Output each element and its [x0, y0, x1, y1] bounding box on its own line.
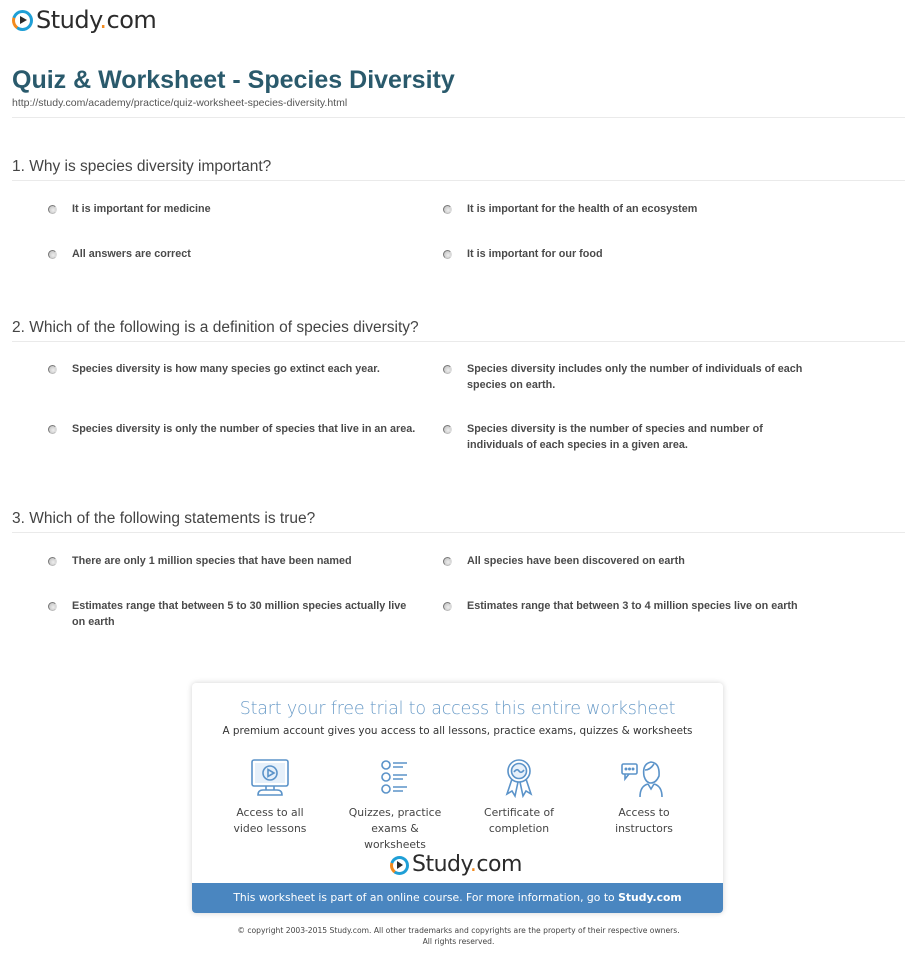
radio-button[interactable]: [443, 365, 452, 374]
play-logo-icon: [12, 10, 33, 31]
instructor-icon: [620, 758, 668, 798]
question-3: 3. Which of the following statements is true?: [12, 510, 316, 527]
radio-button[interactable]: [48, 602, 57, 611]
certificate-icon: [498, 758, 540, 798]
divider: [12, 180, 905, 181]
feature-label: Certificate of completion: [484, 806, 554, 835]
q1-option-b[interactable]: It is important for the health of an ecosystem: [443, 201, 812, 217]
q3-option-a[interactable]: There are only 1 million species that have been named: [48, 553, 417, 569]
radio-button[interactable]: [443, 205, 452, 214]
promo-title[interactable]: Start your free trial to access this entire worksheet: [239, 699, 676, 719]
divider: [12, 341, 905, 342]
q2-option-d[interactable]: Species diversity is the number of species and number of individuals of each species in a given area.: [443, 421, 812, 453]
copyright-notice: © copyright 2003-2015 Study.com. All other trademarks and copyrights are the property of their respective owners. All rights reserved.: [237, 926, 680, 946]
promo-subtitle: A premium account gives you access to all lessons, practice exams, quizzes & worksheets: [222, 725, 693, 737]
radio-button[interactable]: [443, 250, 452, 259]
play-logo-icon: [390, 856, 409, 875]
quiz-list-icon: [374, 758, 416, 798]
question-2: 2. Which of the following is a definition of species diversity?: [12, 319, 419, 336]
divider: [12, 532, 905, 533]
q1-option-a[interactable]: It is important for medicine: [48, 201, 417, 217]
feature-label: Access to instructors: [615, 806, 673, 835]
course-info-banner: This worksheet is part of an online course. For more information, go to Study.com: [192, 883, 723, 913]
radio-button[interactable]: [48, 557, 57, 566]
feature-instructors: [589, 758, 699, 837]
radio-button[interactable]: [443, 425, 452, 434]
q2-option-c[interactable]: Species diversity is only the number of species that live in an area.: [48, 421, 417, 437]
logo-wordmark: Study.com: [412, 852, 522, 877]
question-1: 1. Why is species diversity important?: [12, 158, 272, 175]
feature-video-lessons: [215, 758, 325, 837]
logo-wordmark: Study.com: [36, 6, 157, 34]
q3-option-d[interactable]: Estimates range that between 3 to 4 million species live on earth: [443, 598, 812, 614]
radio-button[interactable]: [443, 557, 452, 566]
study-com-link[interactable]: Study.com: [618, 891, 682, 904]
page-url: http://study.com/academy/practice/quiz-worksheet-species-diversity.html: [12, 97, 348, 109]
radio-button[interactable]: [48, 205, 57, 214]
q1-option-d[interactable]: It is important for our food: [443, 246, 812, 262]
q2-option-a[interactable]: Species diversity is how many species go extinct each year.: [48, 361, 417, 377]
free-trial-card: [192, 683, 723, 913]
q3-option-b[interactable]: All species have been discovered on earth: [443, 553, 812, 569]
page-title: Quiz & Worksheet - Species Diversity: [12, 66, 455, 94]
radio-button[interactable]: [443, 602, 452, 611]
promo-study-logo[interactable]: [390, 853, 522, 877]
divider: [12, 117, 905, 118]
feature-certificate: [464, 758, 574, 837]
radio-button[interactable]: [48, 425, 57, 434]
feature-label: Quizzes, practice exams & worksheets: [348, 806, 442, 851]
radio-button[interactable]: [48, 365, 57, 374]
radio-button[interactable]: [48, 250, 57, 259]
q1-option-c[interactable]: All answers are correct: [48, 246, 417, 262]
study-logo[interactable]: [12, 7, 156, 33]
feature-quizzes: [340, 758, 450, 853]
q3-option-c[interactable]: Estimates range that between 5 to 30 million species actually live on earth: [48, 598, 417, 630]
feature-label: Access to all video lessons: [233, 806, 307, 835]
video-lesson-icon: [249, 758, 291, 798]
q2-option-b[interactable]: Species diversity includes only the number of individuals of each species on earth.: [443, 361, 812, 393]
